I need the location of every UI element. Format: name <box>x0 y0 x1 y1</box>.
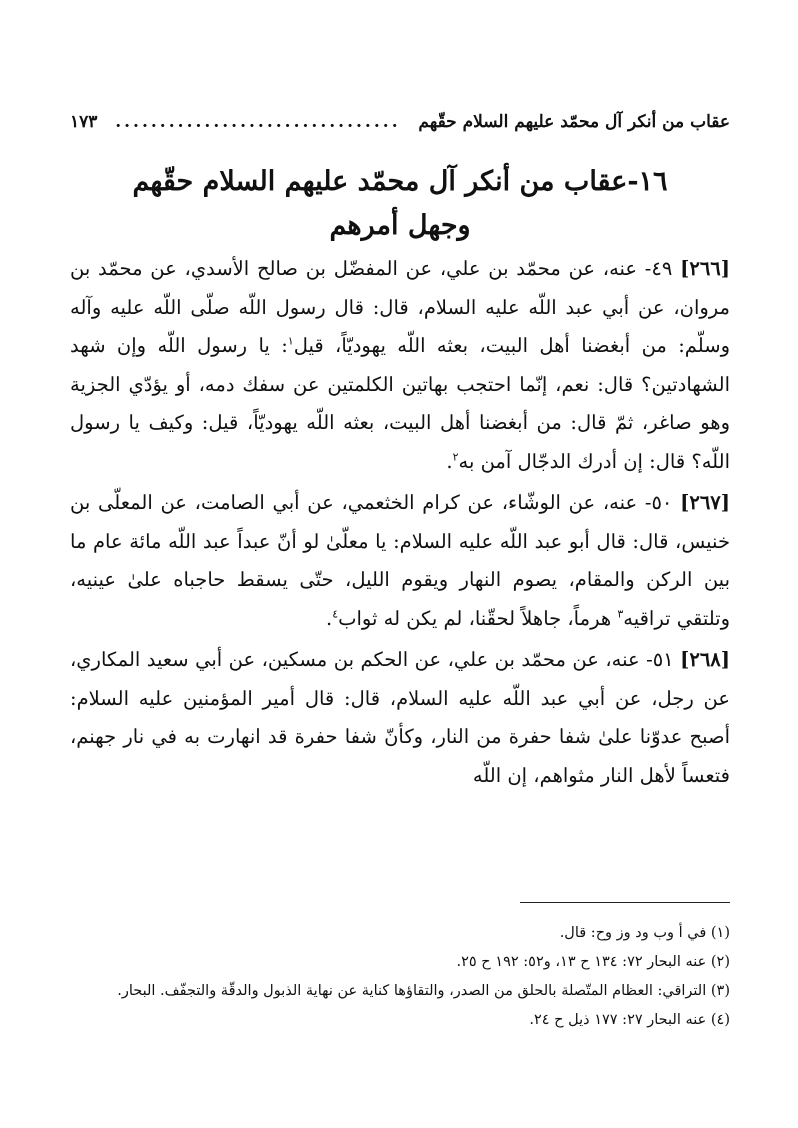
page-number: ١٧٣ <box>70 112 98 132</box>
hadith-text: ٥٠- عنه، عن الوشّاء، عن كرام الخثعمي، عن أبي الصامت، عن المعلّى بن خنيس، قال: قال أبو عبد اللّه عليه السلام: يا معلّىٰ لو أنّ عبداً عبد اللّه مائة عام ما بين الركن والمقام، يصوم النهار ويقوم الليل، حتّى يسقط حاجباه علىٰ عينيه، وتلتقي تراقيه <box>70 491 730 630</box>
footnote-marker: ٤ <box>332 607 339 620</box>
leader-dots: ................................ <box>115 112 401 132</box>
chapter-title <box>70 160 730 248</box>
footnote-marker: ٣ <box>617 607 624 620</box>
chapter-title-line-2: وجهل أمرهم <box>329 210 471 241</box>
footnote-2: (٢) عنه البحار ٧٢: ١٣٤ ح ١٣، و٥٢: ١٩٢ ح ٢٥. <box>456 954 730 970</box>
hadith-paragraph-268 <box>70 641 730 795</box>
footnote-divider <box>520 902 730 903</box>
footnote-marker: ١ <box>287 334 294 348</box>
hadith-text: . <box>326 606 333 630</box>
chapter-title-line-1: ١٦-عقاب من أنكر آل محمّد عليهم السلام حقّهم <box>132 166 668 197</box>
hadith-text: ٤٩- عنه، عن محمّد بن علي، عن المفضّل بن صالح الأسدي، عن محمّد بن مروان، عن أبي عبد اللّه عليه السلام، قال: قال رسول اللّه صلّى اللّه عليه وآله وسلّم: من أبغضنا أهل البيت، بعثه اللّه يهوديّاً، قيل <box>70 257 730 357</box>
footnote-1: (١) في أ وب ود وز وح: قال. <box>559 925 730 941</box>
hadith-paragraph-267 <box>70 484 730 638</box>
running-title: عقاب من أنكر آل محمّد عليهم السلام حقّهم <box>418 112 730 132</box>
hadith-number: [٢٦٦] <box>680 257 730 280</box>
footnote-marker: ٢ <box>452 450 459 463</box>
running-header <box>70 112 730 142</box>
footnotes <box>70 920 730 1036</box>
hadith-text: . <box>446 449 453 473</box>
hadith-number: [٢٦٧] <box>680 491 731 514</box>
body-text <box>70 250 730 795</box>
footnote-4: (٤) عنه البحار ٢٧: ١٧٧ ذيل ح ٢٤. <box>529 1012 730 1028</box>
hadith-text: ٥١- عنه، عن محمّد بن علي، عن الحكم بن مسكين، عن أبي سعيد المكاري، عن رجل، عن أبي عبد اللّه عليه السلام، قال: قال أمير المؤمنين عليه السلام: أصبح عدوّنا علىٰ شفا حفرة من النار، وكأنّ شفا حفرة قد انهارت به في نار جهنم، فتعساً لأهل النار مثواهم، إن اللّه <box>70 648 730 787</box>
hadith-number: [٢٦٨] <box>680 648 730 671</box>
book-page <box>70 112 731 1028</box>
hadith-paragraph-266 <box>70 250 730 481</box>
footnote-3: (٣) التراقي: العظام المتّصلة بالحلق من الصدر، والتقاؤها كناية عن نهاية الذبول والدقّة والتجفّف. البحار. <box>117 983 730 999</box>
hadith-text: هرماً، جاهلاً لحقّنا، لم يكن له ثواب <box>338 606 618 630</box>
hadith-text: : يا رسول اللّه وإن شهد الشهادتين؟ قال: نعم، إنّما احتجب بهاتين الكلمتين عن سفك دمه، أو يؤدّي الجزية وهو صاغر، ثمّ قال: من أبغضنا أهل البيت، بعثه اللّه يهوديّاً، قيل: وكيف يا رسول اللّه؟ قال: إن أدرك الدجّال آمن به <box>70 334 730 473</box>
